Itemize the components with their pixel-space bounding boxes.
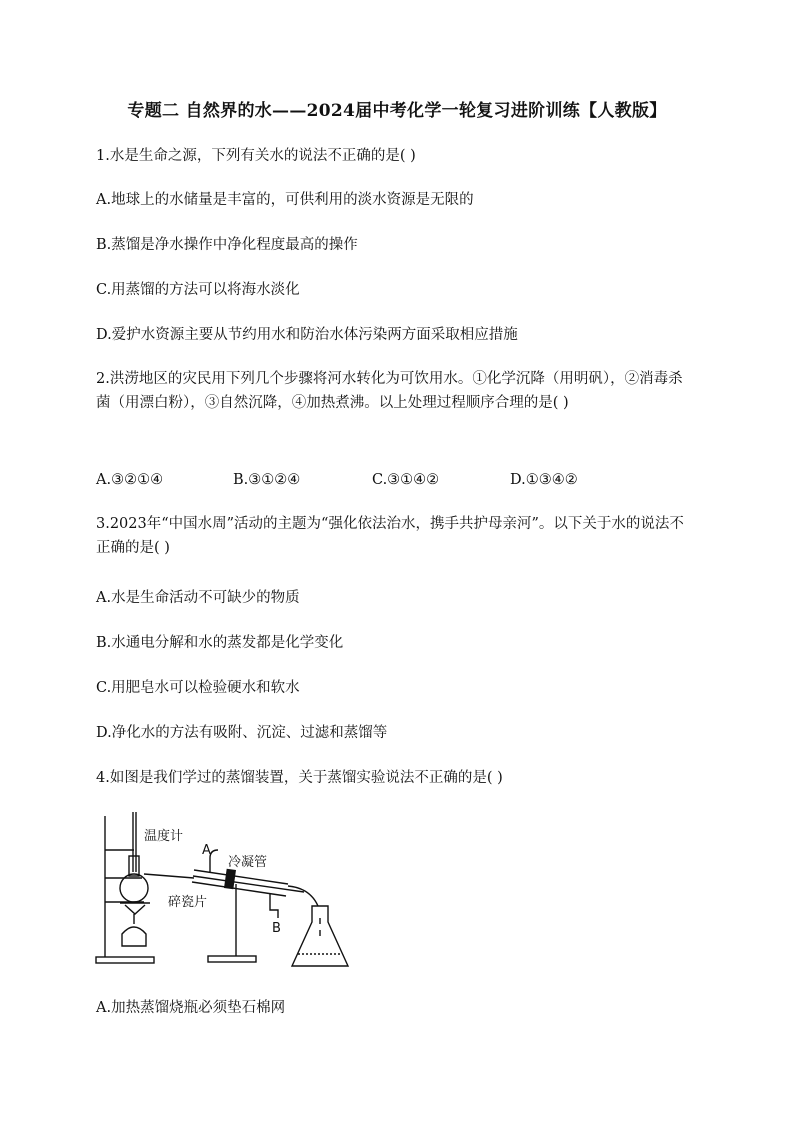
q1-option-c: C.用蒸馏的方法可以将海水淡化	[96, 282, 300, 298]
q2-option-d: D.①③④②	[510, 472, 578, 488]
q1-option-d: D.爱护水资源主要从节约用水和防治水体污染两方面采取相应措施	[96, 327, 518, 343]
thermometer-label: 温度计	[144, 829, 184, 844]
document-title: 专题二 自然界的水——2024届中考化学一轮复习进阶训练【人教版】	[127, 101, 667, 121]
q2-options	[96, 472, 696, 492]
q1-option-b: B.蒸馏是净水操作中净化程度最高的操作	[96, 237, 358, 253]
q2-option-a: A.③②①④	[96, 472, 164, 488]
water-inlet-tube	[210, 850, 218, 872]
chips-label: 碎瓷片	[168, 895, 208, 910]
outlet-label: B	[272, 921, 281, 936]
q4-stem: 4.如图是我们学过的蒸馏装置，关于蒸馏实验说法不正确的是( )	[96, 770, 503, 786]
condenser-clamp	[225, 870, 235, 889]
water-outlet-tube	[270, 894, 278, 918]
q2-option-c: C.③①④②	[372, 472, 440, 488]
q1-option-a: A.地球上的水储量是丰富的，可供利用的淡水资源是无限的	[96, 192, 474, 208]
q3-option-a: A.水是生命活动不可缺少的物质	[96, 590, 300, 606]
q4-option-a: A.加热蒸馏烧瓶必须垫石棉网	[96, 1000, 286, 1016]
q3-option-b: B.水通电分解和水的蒸发都是化学变化	[96, 635, 344, 651]
condenser-outer-bottom	[192, 882, 286, 896]
q3-option-c: C.用肥皂水可以检验硬水和软水	[96, 680, 300, 696]
right-stand-base	[208, 956, 256, 962]
q1-stem: 1.水是生命之源，下列有关水的说法不正确的是( )	[96, 148, 416, 164]
q3-option-d: D.净化水的方法有吸附、沉淀、过滤和蒸馏等	[96, 725, 388, 741]
wire-gauze-support	[125, 905, 145, 914]
condenser-label: 冷凝管	[228, 855, 268, 870]
q2-option-b: B.③①②④	[233, 472, 301, 488]
q3-stem: 3.2023年“中国水周”活动的主题为“强化依法治水，携手共护母亲河”。以下关于水的说法不正确的是( )	[96, 516, 684, 556]
q2-stem: 2.洪涝地区的灾民用下列几个步骤将河水转化为可饮用水。①化学沉降（用明矾），②消毒杀菌（用漂白粉），③自然沉降，④加热煮沸。以上处理过程顺序合理的是( )	[96, 371, 683, 411]
distillation-apparatus-figure	[92, 806, 382, 976]
flask-neck	[129, 856, 139, 876]
left-stand-base	[96, 957, 154, 963]
inlet-label: A	[202, 843, 211, 858]
distillation-apparatus-drawing	[92, 806, 382, 976]
alcohol-lamp	[122, 927, 146, 946]
side-arm	[144, 874, 194, 878]
adapter	[288, 886, 318, 906]
condenser-outer-top	[194, 870, 288, 884]
